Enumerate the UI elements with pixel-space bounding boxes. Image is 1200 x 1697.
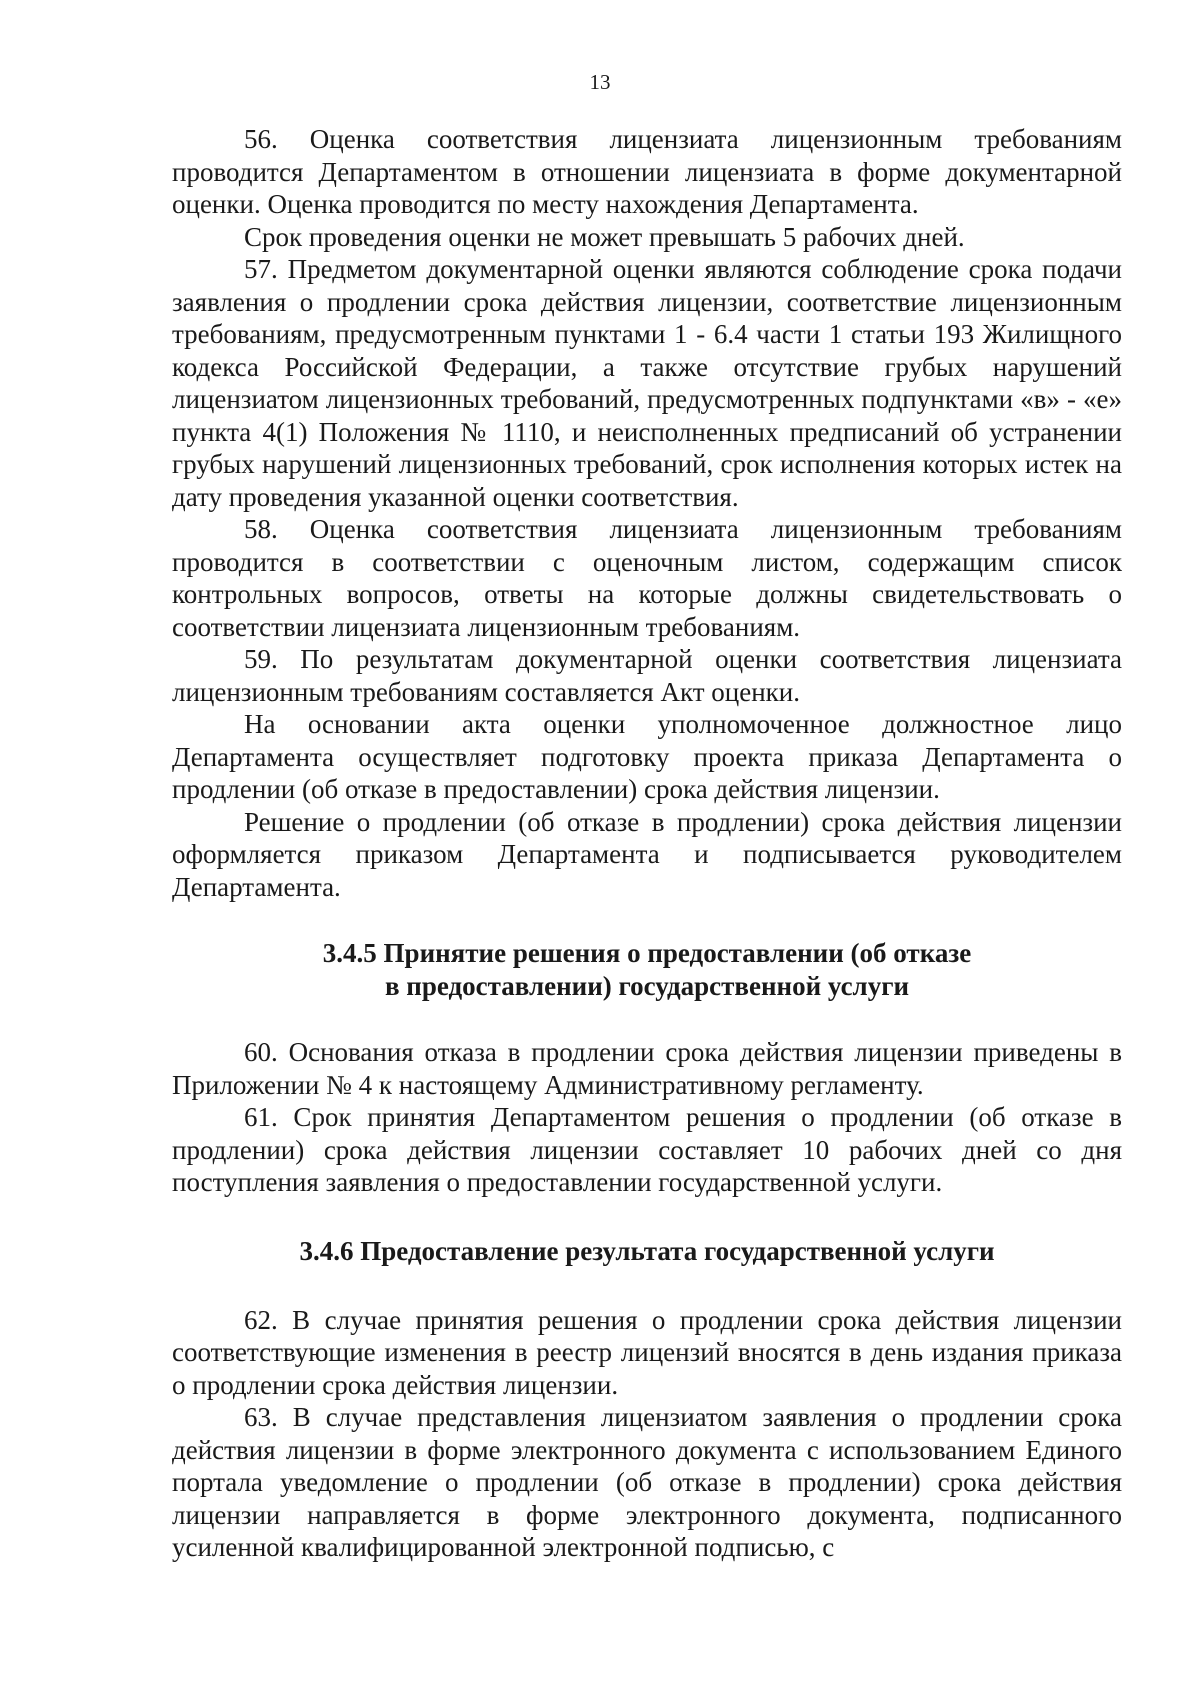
paragraph-58: 58. Оценка соответствия лицензиата лицензионным требованиям проводится в соответствии с оценочным листом, содержащим список контрольных вопросов, ответы на которые должны свидетельствовать о соответствии лицензиата лицензионным требованиям. — [172, 514, 1122, 642]
document-body — [172, 123, 1122, 1564]
paragraph-57: 57. Предметом документарной оценки являются соблюдение срока подачи заявления о продлении срока действия лицензии, соответствие лицензионным требованиям, предусмотренным пунктами 1 - 6.4 части 1 статьи 193 Жилищного кодекса Российской Федерации, а также отсутствие грубых нарушений лицензиатом лицензионных требований, предусмотренных подпунктами «в» - «е» пункта 4(1) Положения № 1110, и неисполненных предписаний об устранении грубых нарушений лицензионных требований, срок исполнения которых истек на дату проведения указанной оценки соответствия. — [172, 254, 1122, 512]
section-heading-3-4-5-line2: в предоставлении) государственной услуги — [384, 971, 910, 1001]
paragraph-61: 61. Срок принятия Департаментом решения о продлении (об отказе в продлении) срока действия лицензии составляет 10 рабочих дней со дня поступления заявления о предоставлении государственной услуги. — [172, 1102, 1122, 1197]
paragraph-assessment-term: Срок проведения оценки не может превышать 5 рабочих дней. — [244, 221, 965, 252]
section-heading-3-4-6: 3.4.6 Предоставление результата государственной услуги — [299, 1235, 995, 1266]
paragraph-56: 56. Оценка соответствия лицензиата лицензионным требованиям проводится Департаментом в отношении лицензиата в форме документарной оценки. Оценка проводится по месту нахождения Департамента. — [172, 124, 1122, 219]
section-heading-3-4-5-line1: 3.4.5 Принятие решения о предоставлении (об отказе — [322, 938, 972, 968]
paragraph-63: 63. В случае представления лицензиатом заявления о продлении срока действия лицензии в форме электронного документа с использованием Единого портала уведомление о продлении (об отказе в продлении) срока действия лицензии направляется в форме электронного документа, подписанного усиленной квалифицированной электронной подписью, с — [172, 1402, 1122, 1562]
paragraph-62: 62. В случае принятия решения о продлении срока действия лицензии соответствующие изменения в реестр лицензий вносятся в день издания приказа о продлении срока действия лицензии. — [172, 1304, 1122, 1400]
paragraph-act-basis: На основании акта оценки уполномоченное должностное лицо Департамента осуществляет подготовку проекта приказа Департамента о продлении (об отказе в предоставлении) срока действия лицензии. — [172, 709, 1122, 804]
paragraph-60: 60. Основания отказа в продлении срока действия лицензии приведены в Приложении № 4 к настоящему Административному регламенту. — [172, 1037, 1122, 1100]
paragraph-59: 59. По результатам документарной оценки соответствия лицензиата лицензионным требованиям составляется Акт оценки. — [172, 644, 1122, 707]
paragraph-decision: Решение о продлении (об отказе в продлении) срока действия лицензии оформляется приказом Департамента и подписывается руководителем Департамента. — [172, 806, 1122, 902]
page-number: 13 — [589, 70, 611, 94]
section-heading-3-4-5 — [172, 937, 1122, 1003]
